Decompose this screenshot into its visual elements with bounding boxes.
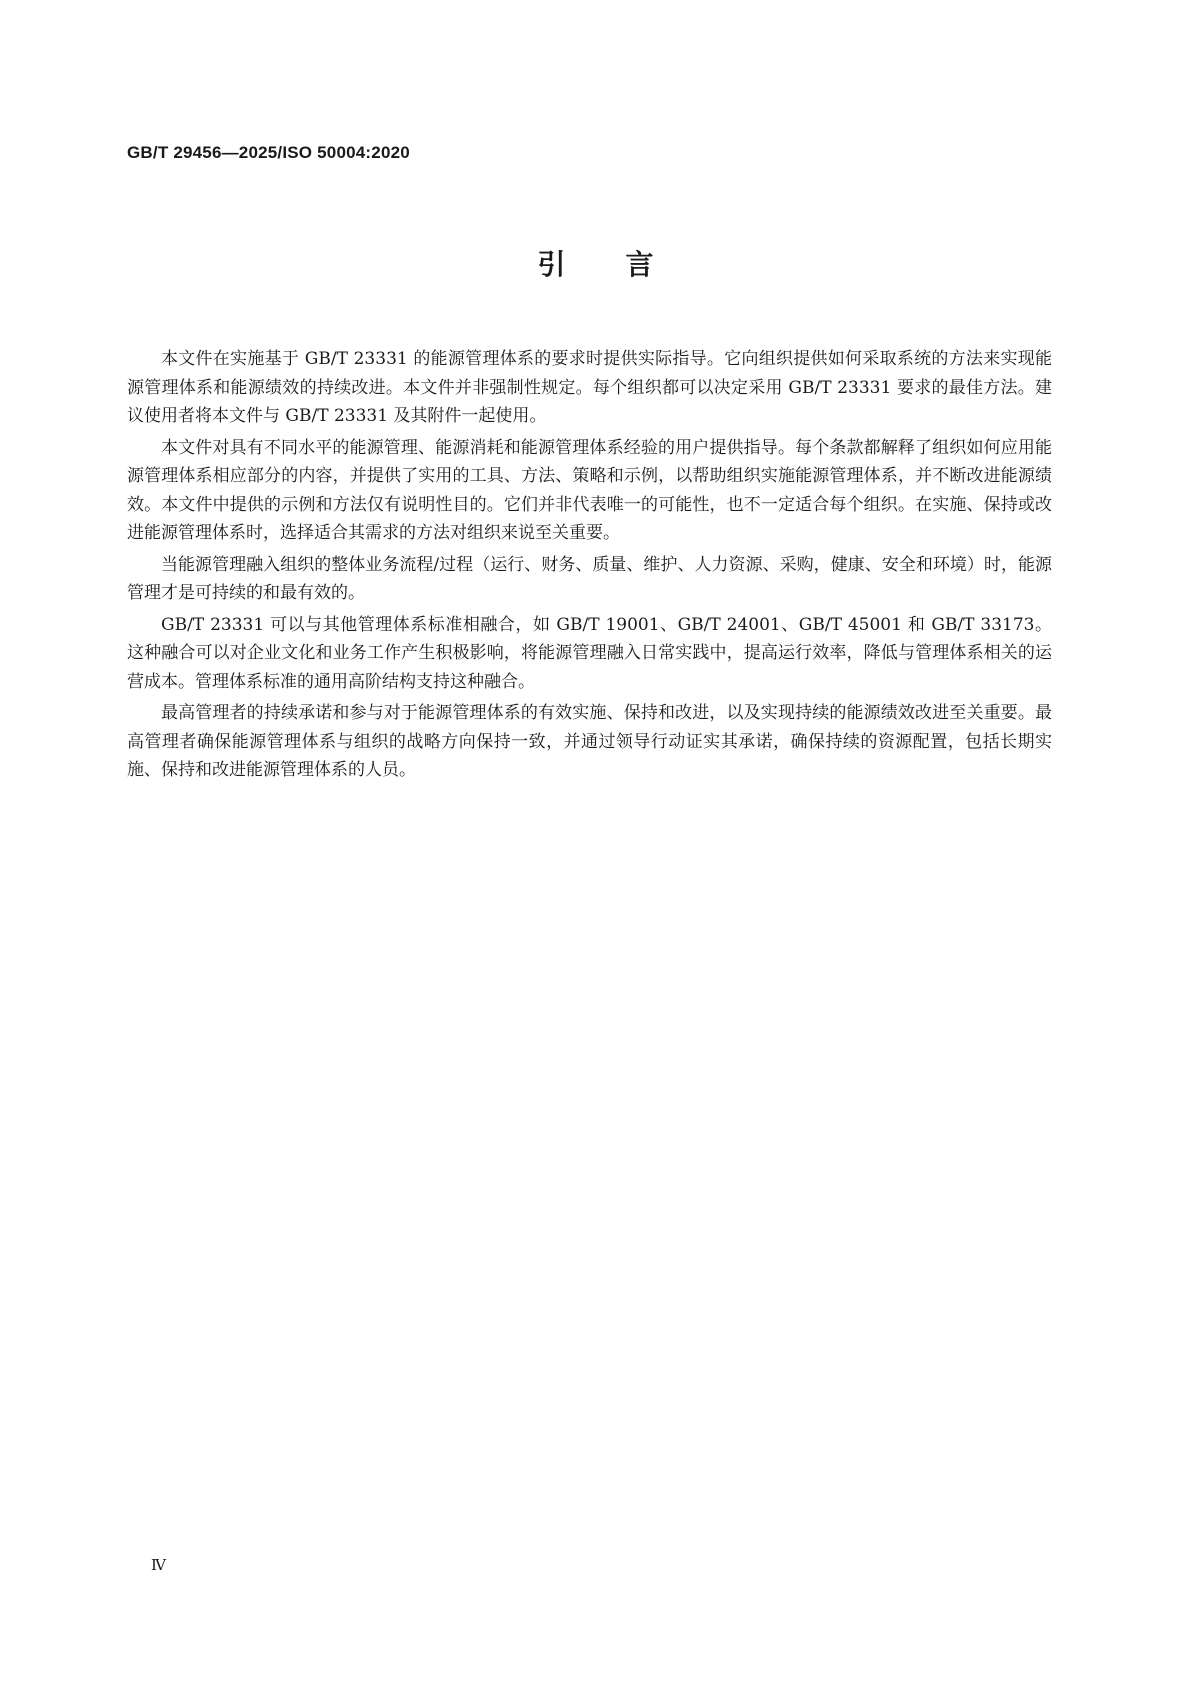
paragraph-2: 本文件对具有不同水平的能源管理、能源消耗和能源管理体系经验的用户提供指导。每个条款都解释了组织如何应用能源管理体系相应部分的内容，并提供了实用的工具、方法、策略和示例，以帮助组织实施能源管理体系，并不断改进能源绩效。本文件中提供的示例和方法仅有说明性目的。它们并非代表唯一的可能性，也不一定适合每个组织。在实施、保持或改进能源管理体系时，选择适合其需求的方法对组织来说至关重要。 bbox=[127, 437, 1052, 543]
page-number: Ⅳ bbox=[151, 1556, 166, 1574]
paragraph-1: 本文件在实施基于 GB/T 23331 的能源管理体系的要求时提供实际指导。它向组织提供如何采取系统的方法来实现能源管理体系和能源绩效的持续改进。本文件并非强制性规定。每个组织都可以决定采用 GB/T 23331 要求的最佳方法。建议使用者将本文件与 GB/T 23331 及其附件一起使用。 bbox=[127, 349, 1052, 426]
paragraph-3: 当能源管理融入组织的整体业务流程/过程（运行、财务、质量、维护、人力资源、采购，健康、安全和环境）时，能源管理才是可持续的和最有效的。 bbox=[127, 554, 1052, 603]
page-title: 引言 bbox=[537, 248, 714, 281]
paragraph-5: 最高管理者的持续承诺和参与对于能源管理体系的有效实施、保持和改进，以及实现持续的能源绩效改进至关重要。最高管理者确保能源管理体系与组织的战略方向保持一致，并通过领导行动证实其承诺，确保持续的资源配置，包括长期实施、保持和改进能源管理体系的人员。 bbox=[127, 703, 1052, 780]
document-body bbox=[127, 345, 1052, 788]
paragraph-4: GB/T 23331 可以与其他管理体系标准相融合，如 GB/T 19001、GB/T 24001、GB/T 45001 和 GB/T 33173。这种融合可以对企业文化和业务工作产生积极影响，将能源管理融入日常实践中，提高运行效率，降低与管理体系相关的运营成本。管理体系标准的通用高阶结构支持这种融合。 bbox=[127, 614, 1052, 692]
standard-number-header: GB/T 29456—2025/ISO 50004:2020 bbox=[127, 143, 410, 162]
